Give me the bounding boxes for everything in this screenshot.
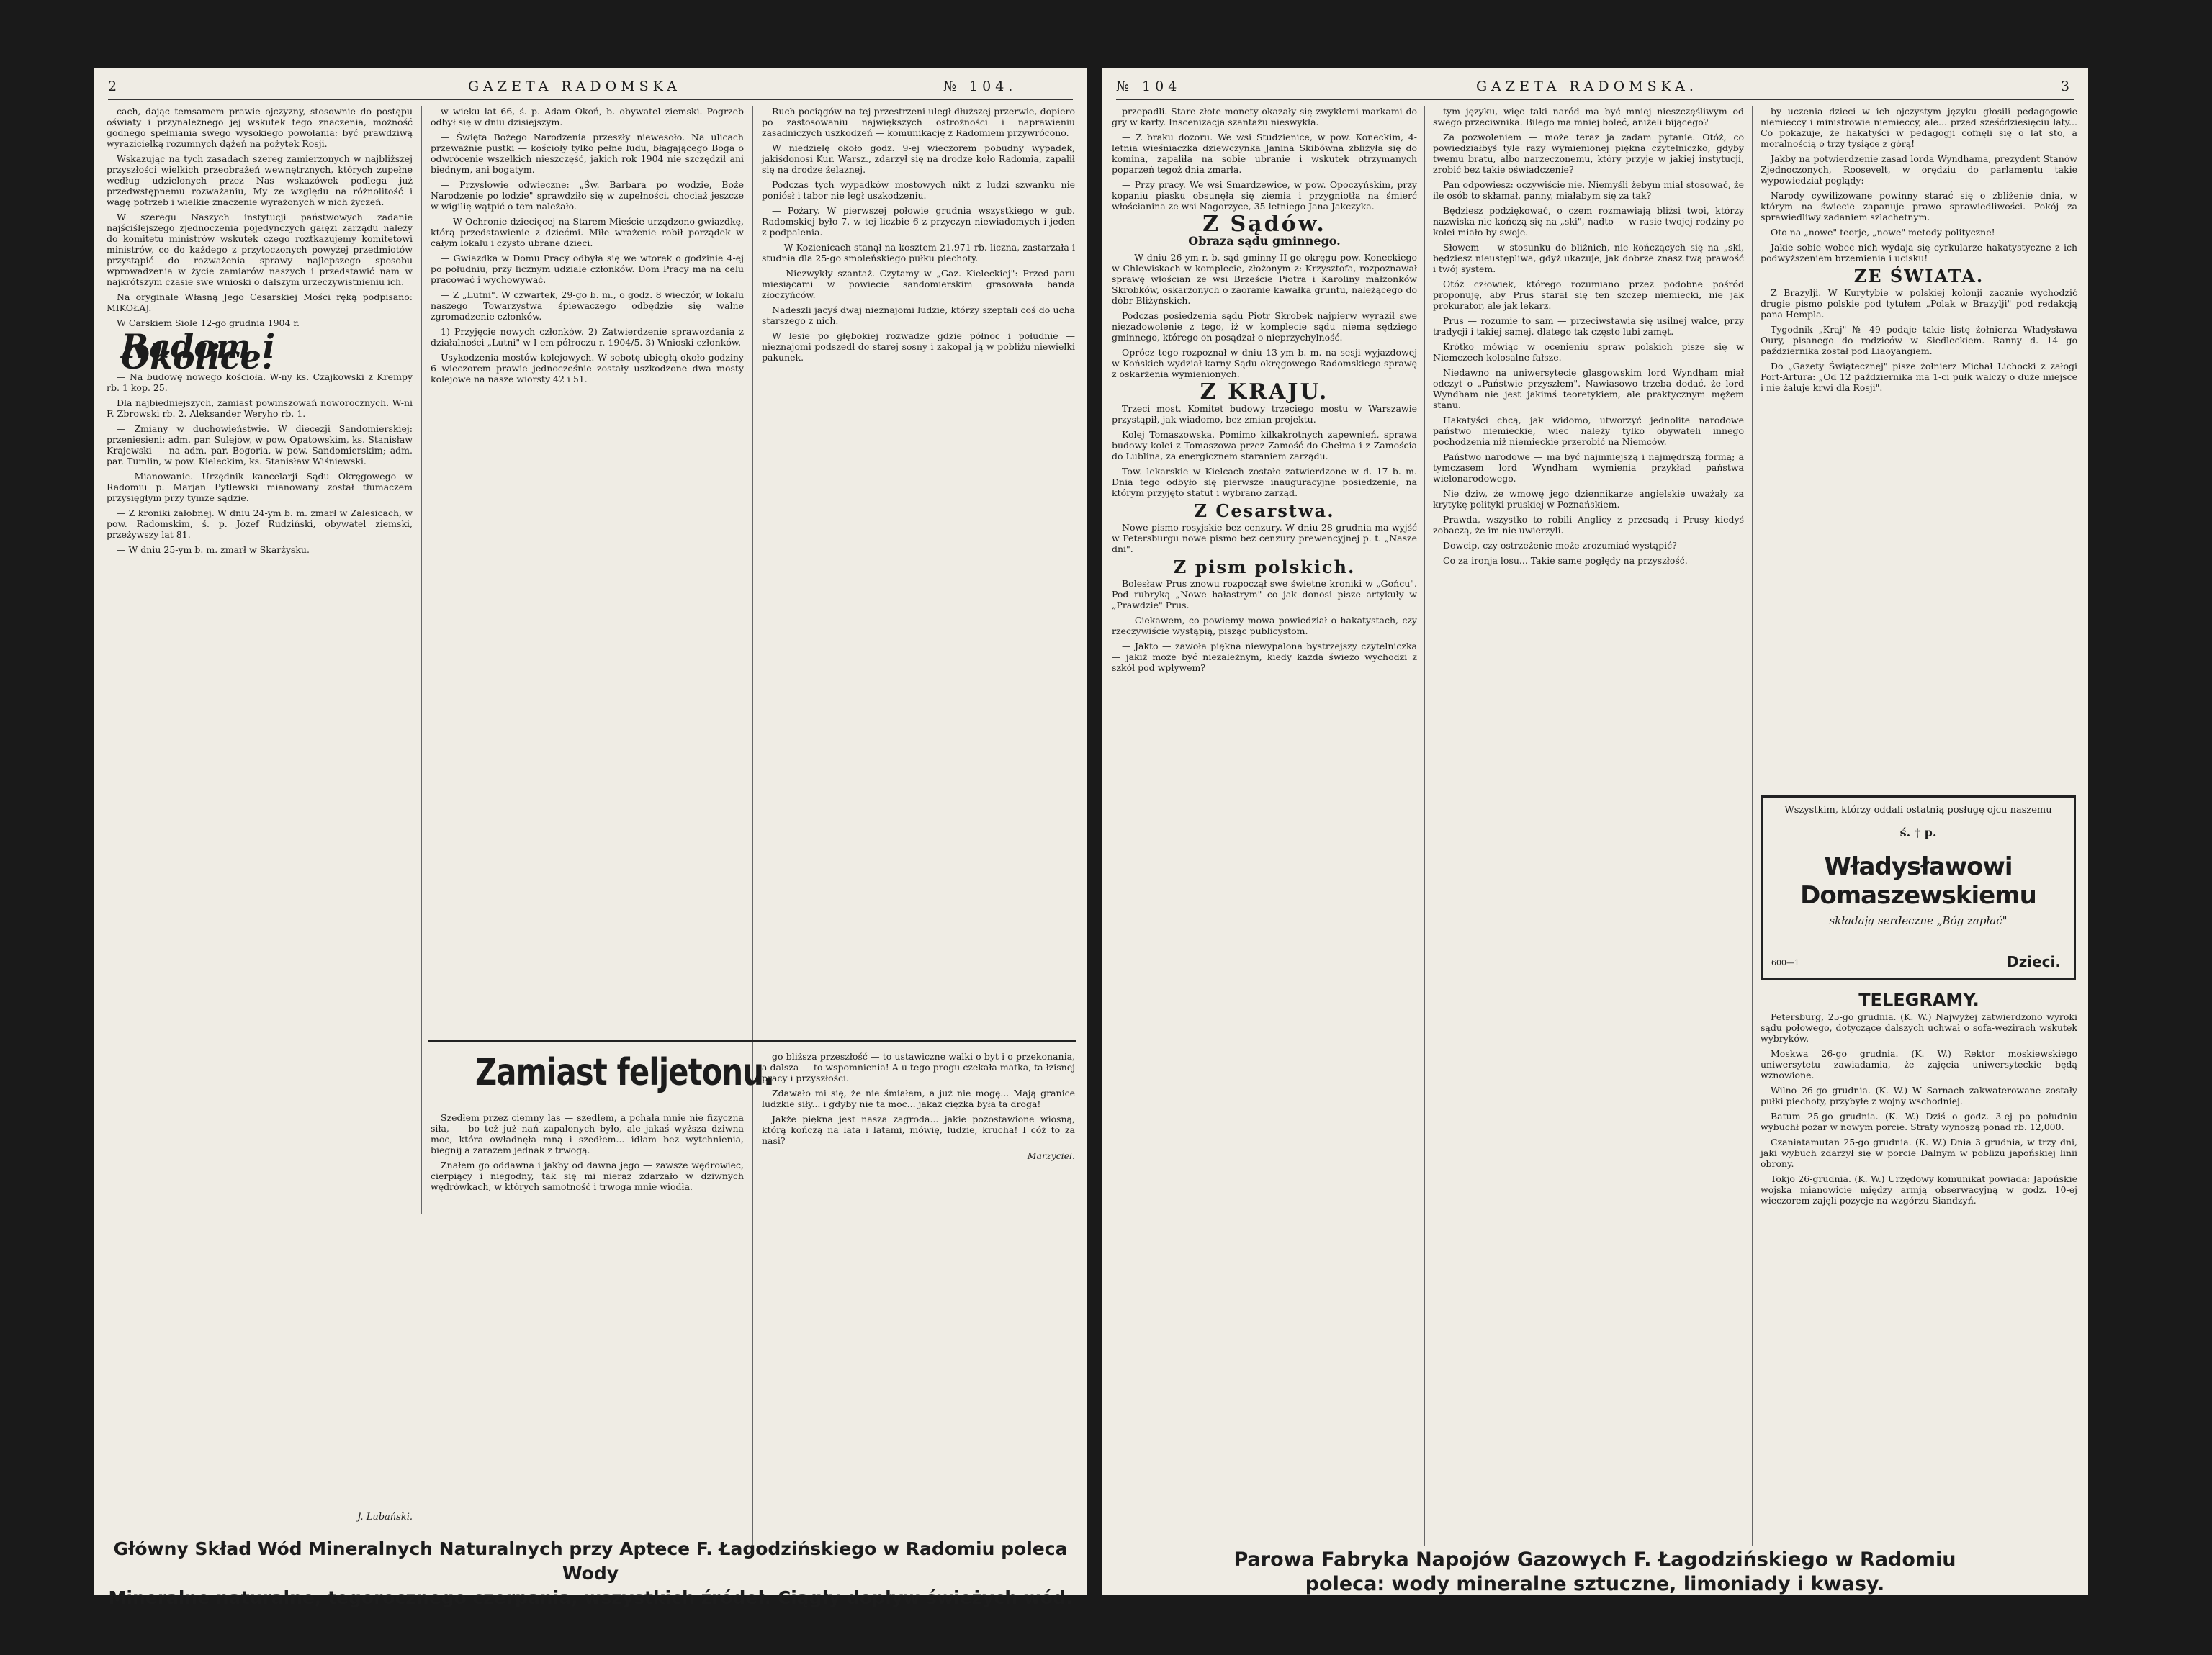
ad-line: Parowa Fabryka Napojów Gazowych F. Łagodzińskiego w Radomiu <box>1233 1548 1956 1571</box>
telegram-item: Moskwa 26-go grudnia. (K. W.) Rektor moskiewskiego uniwersytetu zawiadamia, że zajęcia uniwersyteckie będą wznowione. <box>1761 1048 2077 1081</box>
news-item: — W dniu 25-ym b. m. zmarł w Skarżysku. <box>117 544 310 555</box>
left-issue-number: № 104. <box>943 78 1017 94</box>
telegram-item: Wilno 26-go grudnia. (K. W.) W Sarnach zakwaterowane zostały pułki piechoty, przybyłe z wojny wschodniej. <box>1761 1085 2077 1106</box>
feuilleton-paragraph: Zdawało mi się, że nie śmiałem, a już nie mogę... Mają granice ludzkie siły... i gdyby nie ta moc... jakaż ciężka była ta droga! <box>762 1088 1075 1109</box>
article-paragraph: Nie dziw, że wmowę jego dziennikarze angielskie uważały za krytykę polityki pruskiej w Poznańskiem. <box>1433 488 1744 510</box>
news-item: — W Kozienicach stanął na kosztem 21.971 rb. liczna, zastarzała i studnia dla 25-go smoleńskiego pułku piechoty. <box>762 242 1075 263</box>
news-item: — W dniu 26-ym r. b. sąd gminny II-go okręgu pow. Koneckiego w Chlewiskach w komplecie, złożonym z: Krzysztofa, rozpoznawał sprawę włościan ze wsi Brzeście Piotra i Karoliny małżonków Skrobków, oskarżonych o zaoranie kawałka gruntu, należącego do dóbr Bliżyńskich. <box>1112 252 1417 306</box>
advertisement-mineral-waters <box>101 1537 1080 1610</box>
ad-line: Mineralne naturalne, tegorocznego czerpania, wszystkich źródeł. Ciągły dopływ świeżych wód. <box>108 1587 1073 1608</box>
news-item: — Ciekawem, co powiemy mowa powiedział o hakatystach, czy rzeczywiście wystąpią, pisząc publicystom. <box>1112 615 1417 636</box>
news-item: Do „Gazety Świątecznej" pisze żołnierz Michał Lichocki z załogi Port-Artura: „Od 12 października ma 1-ci pułk walczy o duże miejsce i nie żałuje krwi dla Rosji". <box>1761 361 2077 393</box>
telegram-item: Batum 25-go grudnia. (K. W.) Dziś o godz. 3-ej po południu wybuchł pożar w nowym porcie. Straty wynoszą ponad rb. 12,000. <box>1761 1111 2077 1132</box>
article-paragraph: cach, dając temsamem prawie ojczyzny, stosownie do postępu oświaty i przynależnego jej wskutek tego znaczenia, możność godnego spełniania swego wysokiego powołania: być prawdziwą wyrazicielką rozumnych dążeń na pożytek Rosji. <box>107 106 413 149</box>
telegram-item: Czaniatamutan 25-go grudnia. (K. W.) Dnia 3 grudnia, w trzy dni, jaki wybuch zdarzył się w porcie Dalnym w pobliżu japońskiej linii obrony. <box>1761 1137 2077 1169</box>
feuilleton-signature: Marzyciel. <box>1027 1150 1075 1161</box>
article-paragraph: Jakby na potwierdzenie zasad lorda Wyndhama, prezydent Stanów Zjednoczonych, Roosevelt, w orędziu do parlamentu takie wypowiedział poglądy: <box>1761 153 2077 186</box>
left-running-header <box>108 78 1073 100</box>
news-item: Nowe pismo rosyjskie bez cenzury. W dniu 28 grudnia ma wyjść w Petersburgu nowe pismo bez cenzury prewencyjnej p. t. „Nasze dni". <box>1112 522 1417 554</box>
section-heading-polish-press: Z pism polskich. <box>1173 556 1356 577</box>
news-item: — Gwiazdka w Domu Pracy odbyła się we wtorek o godzinie 4-ej po południu, przy licznym udziale członków. Dom Pracy ma na celu pracować i wychowywać. <box>431 253 744 285</box>
obituary-intro: Wszystkim, którzy oddali ostatnią posługę ojcu naszemu <box>1784 805 2052 816</box>
obituary-sp: ś. † p. <box>1899 826 1937 839</box>
news-item: W lesie po głębokiej rozwadze gdzie północ i południe — nieznajomi podszedł do starej sosny i zakopał ją w pobliżu niewielki pakunek. <box>762 330 1075 363</box>
news-item: — Z kroniki żałobnej. W dniu 24-ym b. m. zmarł w Zalesicach, w pow. Radomskim, ś. p. Józef Rudziński, obywatel ziemski, przeżywszy lat 81. <box>107 508 413 540</box>
left-page-number: 2 <box>108 78 122 94</box>
news-item: — Jakto — zawoła piękna niewypalona bystrzejszy czytelniczka — jakiż może być niezależnym, kiedy każda świeżo wychodzi z szkół pod wpływem? <box>1112 641 1417 673</box>
obituary-from: Dzieci. <box>2007 953 2061 970</box>
right-newspaper-page <box>1102 68 2088 1595</box>
right-issue-number: № 104 <box>1116 78 1182 94</box>
article-paragraph: Narody cywilizowane powinny starać się o zbliżenie dnia, w którym na świecie zapanuje prawo sprawiedliwości. Pokój za sprawiedliwy zadaniem szlachetnym. <box>1761 190 2077 222</box>
ad-line: poleca: wody mineralne sztuczne, limoniady i kwasy. <box>1305 1573 1885 1595</box>
article-paragraph: Wskazując na tych zasadach szereg zamierzonych w najbliższej przyszłości wielkich przeobrażeń wewnętrznych, których zupełne według udzielonych przez Nas wskazówek podlega już przedwstępnemu rozważaniu, My ze względu na różnolitość i wagę potrzeb i wielkie znaczenie wyrażonych w nich życzeń. <box>107 153 413 207</box>
article-paragraph: Oto na „nowe" teorje, „nowe" metody polityczne! <box>1771 227 1995 238</box>
article-paragraph: Za pozwoleniem — może teraz ja zadam pytanie. Otóż, co powiedziałbyś tyle razy wymienionej piękna czytelniczko, gdyby twemu bratu, albo narzeczonemu, który przyje w jakiej instytucji, zrobić bez takie oświadczenie? <box>1433 132 1744 175</box>
feuilleton-paragraph: go bliższa przeszłość — to ustawiczne walki o byt i o przekonania, a dalsza — to wspomnienia! A u tego progu czekała matka, ta łzisnej pracy i przyszłości. <box>762 1051 1075 1083</box>
feuilleton-paragraph: Szedłem przez ciemny las — szedłem, a pchała mnie nie fizyczna siła, — bo też już nań zapalonych było, ale jakaś wyższa dziwna moc, która owładnęła mną i szedłem... idłam bez wytchnienia, biegnij a zarazem jednak z trwogą. <box>431 1112 744 1155</box>
news-item: — Święta Bożego Narodzenia przeszły niewesoło. Na ulicach przeważnie pustki — kościoły tylko pełne ludu, błagającego Boga o odwrócenie wszelkich nieszczęść, jakich rok 1904 nie szczędził ani biednym, ani bogatym. <box>431 132 744 175</box>
section-heading-world: ZE ŚWIATA. <box>1853 266 1984 287</box>
news-item: Tygodnik „Kraj" № 49 podaje takie listę żołnierza Władysława Oury, pisanego do rodziców w Siedleckiem. Ranny d. 14 go października został pod Liaoyangiem. <box>1761 324 2077 356</box>
right-column-1 <box>1112 106 1417 1546</box>
news-item: przepadli. Stare złote monety okazały się zwykłemi markami do gry w karty. Inscenizacja szantażu nieswykła. <box>1112 106 1417 127</box>
left-column-1 <box>107 106 413 1553</box>
article-paragraph: W Carskiem Siole 12-go grudnia 1904 r. <box>117 317 300 328</box>
news-item: Dla najbiedniejszych, zamiast powinszowań noworocznych. W-ni F. Zbrowski rb. 2. Aleksander Weryho rb. 1. <box>107 397 413 419</box>
news-item: — Mianowanie. Urzędnik kancelarji Sądu Okręgowego w Radomiu p. Marjan Pytlewski mianowany został tłumaczem przysięgłym przy tymże sądzie. <box>107 471 413 503</box>
right-running-header <box>1116 78 2074 100</box>
article-paragraph: Słowem — w stosunku do bliżnich, nie kończących się na „ski, będziesz nieustępliwa, gdyż ukazuje, jak dobrze znasz twą prawość i twój system. <box>1433 242 1744 274</box>
news-item: — Pożary. W pierwszej połowie grudnia wszystkiego w gub. Radomskiej było 7, w tej liczbie 6 z przyczyn niewiadomych i jeden z podpalenia. <box>762 205 1075 238</box>
article-paragraph: Niedawno na uniwersytecie glasgowskim lord Wyndham miał odczyt o „Państwie przyszłem". Nawiasowo trzeba dodać, że lord Wyndham nie jest jakimś teoretykiem, ale praktycznym mężem stanu. <box>1433 367 1744 410</box>
article-paragraph: Państwo narodowe — ma być najmniejszą i najmędrszą formą; a tymczasem lord Wyndham wymienia przykład państwa wielonarodowego. <box>1433 451 1744 484</box>
article-paragraph: Otóż człowiek, którego rozumiano przez podobne pośród proponuję, aby Prus starał się ten szczep niemiecki, nie jak prokurator, ale jak lekarz. <box>1433 279 1744 311</box>
feuilleton-title: Zamiast feljetonu. <box>475 1051 775 1094</box>
left-column-2 <box>431 106 744 919</box>
section-heading-empire: Z Cesarstwa. <box>1194 500 1335 521</box>
news-item: Kolej Tomaszowska. Pomimo kilkakrotnych zapewnień, sprawa budowy kolei z Tomaszowa przez Zamość do Chełma i z Zamościa do Lublina, za energicznem staraniem zarządu. <box>1112 429 1417 461</box>
news-item: Podczas tych wypadków mostowych nikt z ludzi szwanku nie poniósł i tabor nie legł uszkodzeniu. <box>762 179 1075 201</box>
article-paragraph: Hakatyści chcą, jak widomo, utworzyć jednolite narodowe państwo niemieckie, wiec należy tylko obywateli innego pochodzenia niż niemieckie przerobić na Niemców. <box>1433 415 1744 447</box>
subheading: Obraza sądu gminnego. <box>1188 234 1341 248</box>
news-item: Tow. lekarskie w Kielcach zostało zatwierdzone w d. 17 b. m. Dnia tego odbyło się pierwsze inauguracyjne posiedzenie, na którym przyjęto statut i wybrano zarząd. <box>1112 466 1417 498</box>
article-paragraph: Dowcip, czy ostrzeżenie może zrozumiać wystąpić? <box>1443 540 1677 551</box>
section-heading-telegrams: TELEGRAMY. <box>1858 990 1979 1010</box>
obituary-name: Władysławowi Domaszewskiemu <box>1800 852 2036 910</box>
news-item: — W Ochronie dziecięcej na Starem-Mieście urządzono gwiazdkę, którą przedstawienie z dziećmi. Miłe wrażenie robił porządek w całym lokalu i czysto ubrane dzieci. <box>431 216 744 248</box>
article-paragraph: Prawda, wszystko to robili Anglicy z przesadą i Prusy kiedyś zobaczą, że im nie uwierzyli. <box>1433 514 1744 536</box>
news-item: Usykodzenia mostów kolejowych. W sobotę ubiegłą około godziny 6 wieczorem prawie jednocześnie zostały uszkodzone dwa mosty kolejowe na nasze wiorsty 42 i 51. <box>431 352 744 384</box>
news-item: Trzeci most. Komitet budowy trzeciego mostu w Warszawie przystąpił, jak wiadomo, bez zmian projektu. <box>1112 403 1417 425</box>
obituary-code: 600—1 <box>1771 958 1799 968</box>
feuilleton-rule <box>428 1040 1076 1042</box>
column-rule <box>1752 106 1753 1546</box>
news-item: — Z braku dozoru. We wsi Studzienice, w pow. Koneckim, 4-letnia wieśniaczka dziewczynka Janina Skibówna zbliżyła się do komina, zapaliła na sobie ubranie i wskutek otrzymanych poparzeń tegoż dnia zmarła. <box>1112 132 1417 175</box>
news-item: W niedzielę około godz. 9-ej wieczorem pobudny wypadek, jakiśdonosi Kur. Warsz., zdarzył się na drodze koło Radomia, zapalił się na drodze żelaznej. <box>762 143 1075 175</box>
news-item: Oprócz tego rozpoznał w dniu 13-ym b. m. na sesji wyjazdowej w Końskich wydział karny Sądu okręgowego Radomskiego sprawę z oskarżenia wymienionych. <box>1112 347 1417 379</box>
column-rule <box>752 106 753 1553</box>
article-paragraph: W szeregu Naszych instytucji państwowych zadanie najściślejszego zjednoczenia pojedynczych gałęzi zarządu należy do komitetu ministrów wskutek czego roztkazujemy komitetowi ministrów, co do każdego z przytoczonych powyżej przedmiotów przystąpić do rozważenia sprawy najlepszego sposobu wprowadzenia w życie zamiarów naszych i przedstawić nam w najkrótszym czasie swe wnioski o dalszym urzeczywistnieniu ich. <box>107 212 413 287</box>
section-heading-courts: Z Sądów. <box>1202 212 1326 237</box>
article-paragraph: Na oryginale Własną Jego Cesarskiej Mości ręką podpisano: MIKOŁAJ. <box>107 292 413 313</box>
article-paragraph: Pan odpowiesz: oczywiście nie. Niemyśli żebym miał stosować, że ile osób to skłamał, panny, miałabym się za tak? <box>1433 179 1744 201</box>
column-rule <box>1424 106 1425 1546</box>
news-item: — Z „Lutni". W czwartek, 29-go b. m., o godz. 8 wieczór, w lokalu naszego Towarzystwa śpiewaczego odbędzie się walne zgromadzenie członków. <box>431 289 744 322</box>
ad-line: Główny Skład Wód Mineralnych Naturalnych przy Aptece F. Łagodzińskiego w Radomiu poleca Wody <box>113 1538 1068 1584</box>
feuilleton-paragraph: Znałem go oddawna i jakby od dawna jego — zawsze wędrowiec, cierpiący i niegodny, tak się mi nieraz zdarzało w dziwnych wędrówkach, w których samotność i trwoga mnie wiodła. <box>431 1160 744 1192</box>
news-item: Nadeszli jacyś dwaj nieznajomi ludzie, którzy szeptali coś do ucha starszego z nich. <box>762 305 1075 326</box>
news-item: Ruch pociągów na tej przestrzeni uległ dłuższej przerwie, dopiero po zastosowaniu największych ostrożności i naprawieniu zasadniczych uszkodzeń — komunikację z Radomiem przywrócono. <box>762 106 1075 138</box>
news-item: Podczas posiedzenia sądu Piotr Skrobek najpierw wyraził swe niezadowolenie z tego, iż w komplecie sądu niema sędziego gminnego, którego on posądzał o nieprzychylność. <box>1112 310 1417 343</box>
news-item: — Na budowę nowego kościoła. W-ny ks. Czajkowski z Krempy rb. 1 kop. 25. <box>107 371 413 393</box>
feuilleton-column-1 <box>431 1112 744 1515</box>
article-paragraph: tym języku, więc taki naród ma być mniej nieszczęśliwym od swego przeciwnika. Bilego ma mniej boleć, aniżeli bijącego? <box>1433 106 1744 127</box>
article-paragraph: Będziesz podziękować, o czem rozmawiają bliżsi twoi, którzy nazwiska nie kończą się na „ski", nadto — w rasie twojej rodziny po kolei miało by swoje. <box>1433 205 1744 238</box>
left-newspaper-page <box>94 68 1087 1608</box>
column-rule <box>421 106 422 1214</box>
news-item: — Przysłowie odwieczne: „Św. Barbara po wodzie, Boże Narodzenie po lodzie" sprawdziło się w zupełności, chociaż jeszcze w wigilię wątpić o tem należało. <box>431 179 744 212</box>
article-signature: J. Lubański. <box>357 1512 413 1523</box>
obituary-thanks: składają serdeczne „Bóg zapłać" <box>1829 914 2008 927</box>
telegram-item: Tokjo 26-grudnia. (K. W.) Urzędowy komunikat powiada: Japońskie wojska mianowicie między armją obserwacyjną w godz. 10-ej wieczorem zajęli pozycje na wzgórzu Siandzyń. <box>1761 1173 2077 1206</box>
news-item: w wieku lat 66, ś. p. Adam Okoń, b. obywatel ziemski. Pogrzeb odbył się w dniu dzisiejszym. <box>431 106 744 127</box>
article-paragraph: by uczenia dzieci w ich ojczystym języku głosili pedagogowie niemieccy i ministrowie niemieccy, ale... przed sześćdziesięciu laty... Co pokazuje, że hakatyści w pedagogji cofnęli się o lat sto, a moralnością o trzy tysiące z górą! <box>1761 106 2077 149</box>
news-item: 1) Przyjęcie nowych członków. 2) Zatwierdzenie sprawozdania z działalności „Lutni" w I-em półroczu r. 1904/5. 3) Wnioski członków. <box>431 326 744 348</box>
telegram-item: Petersburg, 25-go grudnia. (K. W.) Najwyżej zatwierdzono wyroki sądu połowego, dotyczące dalszych uchwał o sofa-wezirach wskutek wybryków. <box>1761 1011 2077 1044</box>
telegrams-column <box>1761 986 2077 1541</box>
feuilleton-column-2 <box>762 1051 1075 1515</box>
news-item: — Przy pracy. We wsi Smardzewice, w pow. Opoczyńskim, przy kopaniu piasku obsunęła się ziemia i przygniotła na śmierć włościanina ze wsi Nagorzyce, 35-letniego Jana Jakczyka. <box>1112 179 1417 212</box>
section-heading-radom: Radom i Okolice. <box>121 327 276 376</box>
news-item: — Niezwykły szantaż. Czytamy w „Gaz. Kieleckiej": Przed paru miesiącami w powiecie sandomierskim grasowała banda złoczyńców. <box>762 268 1075 300</box>
section-heading-country: Z KRAJU. <box>1200 379 1329 405</box>
obituary-thanks-box <box>1761 795 2076 980</box>
left-masthead: GAZETA RADOMSKA <box>468 78 681 94</box>
news-item: Z Brazylji. W Kurytybie w polskiej kolonji zacznie wychodzić drugie pismo polskie pod tytułem „Polak w Brazylji" pod redakcją pana Hempla. <box>1761 287 2077 320</box>
right-column-2 <box>1433 106 1744 1546</box>
news-item: — Zmiany w duchowieństwie. W diecezji Sandomierskiej: przeniesieni: adm. par. Sulejów, w pow. Opatowskim, ks. Stanisław Krajewski — na adm. par. Bogoria, w pow. Sandomierskim; adm. par. Tumlin, w pow. Kieleckim, ks. Stanisław Wiśniewski. <box>107 423 413 466</box>
article-paragraph: Prus — rozumie to sam — przeciwstawia się usilnej walce, przy tradycji i takiej samej, dlatego tak często lubi zamęt. <box>1433 315 1744 337</box>
article-paragraph: Jakie sobie wobec nich wydaja się cyrkularze hakatystyczne z ich podwyższeniem brzemienia i ucisku! <box>1761 242 2077 263</box>
feuilleton-paragraph: Jakże piękna jest nasza zagroda... jakie pozostawione wiosną, którą kończą na lata i latami, mówię, ludzie, krucha! I cóż to za nasi? <box>762 1114 1075 1146</box>
right-page-number: 3 <box>2060 78 2074 94</box>
article-paragraph: Co za ironja losu... Takie same pogłędy na przyszłość. <box>1443 555 1688 566</box>
left-column-3 <box>762 106 1075 919</box>
advertisement-soda-factory <box>1109 1548 2081 1597</box>
article-paragraph: Krótko mówiąc w ocenieniu spraw polskich pisze się w Niemczech kolosalne fałsze. <box>1433 341 1744 363</box>
news-item: Bolesław Prus znowu rozpoczął swe świetne kroniki w „Gońcu". Pod rubryką „Nowe hałastrym" co jak donosi pisze artykuły w „Prawdzie" Prus. <box>1112 578 1417 610</box>
right-masthead: GAZETA RADOMSKA. <box>1476 78 1698 94</box>
